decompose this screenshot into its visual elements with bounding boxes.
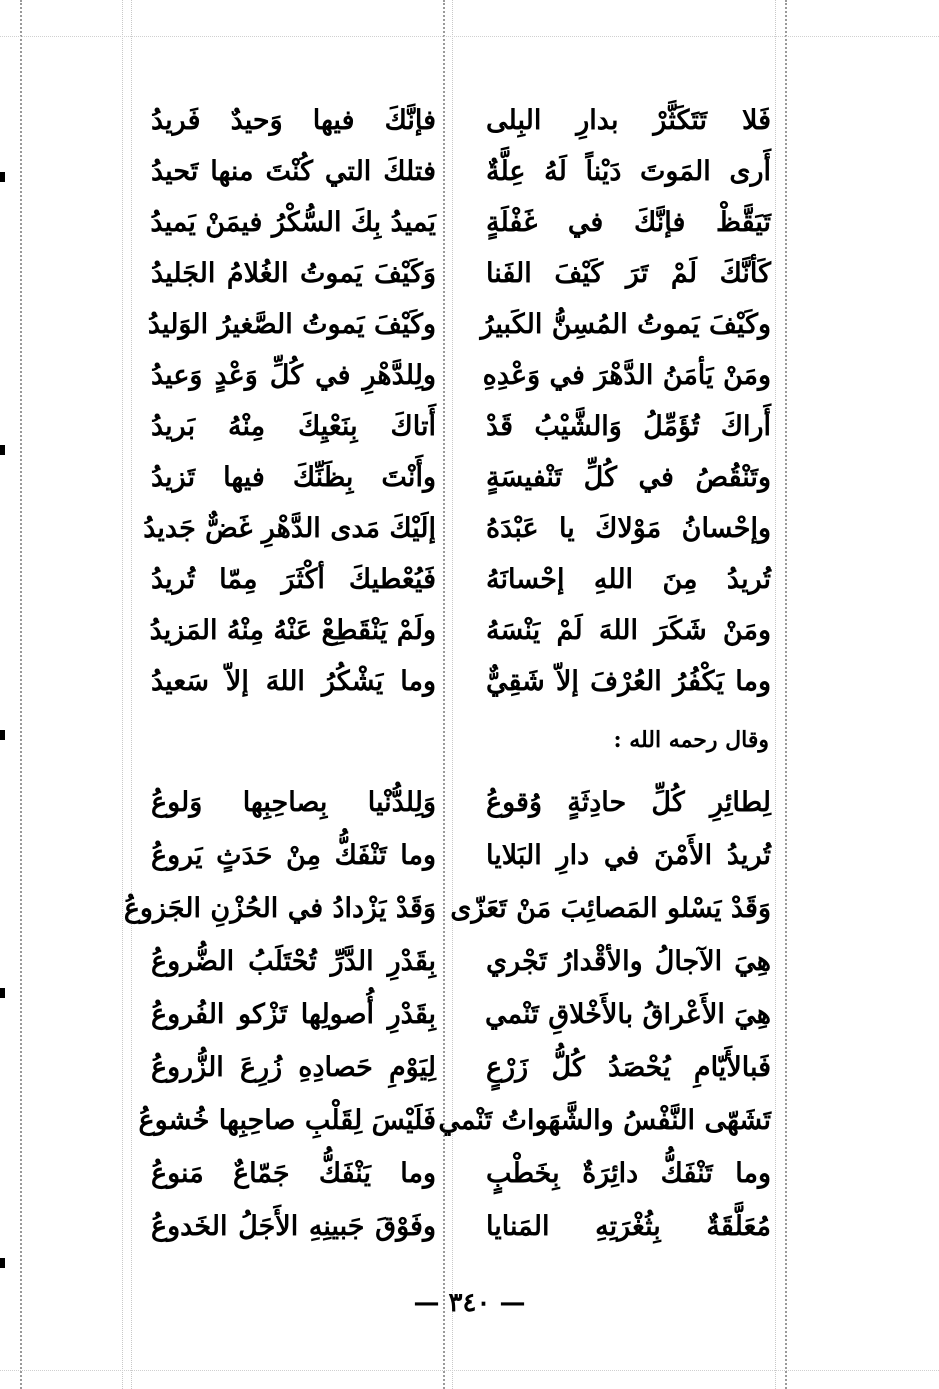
first-hemistich: تُريدُ مِنَ اللهِ إحْسانَهُ <box>486 564 771 595</box>
verse <box>151 937 771 987</box>
second-hemistich: وَلِلدُّنْيا بِصاحِبِها وَلوعُ <box>151 787 436 818</box>
first-hemistich: وإحْسانُ مَوْلاكَ يا عَبْدَهُ <box>486 513 771 544</box>
scan-guide-line <box>785 0 787 1389</box>
second-hemistich: وما يَنْفَكُّ جَمّاعٌ مَنوعُ <box>151 1158 436 1189</box>
edge-mark <box>0 445 5 455</box>
first-hemistich: هِيَ الآجالُ والأقْدارُ تَجْري <box>486 946 771 977</box>
first-hemistich: وما تَنْفَكُّ دائِرَةٌ بِخَطْبٍ <box>486 1158 771 1189</box>
second-hemistich: فَيُعْطيكَ أكْثَرَ مِمّا تُريدُ <box>151 564 436 595</box>
first-hemistich: وما يَكْفُرُ العُرْفَ إلاّ شَقِيٌّ <box>486 666 771 697</box>
second-hemistich: وما يَشْكُرُ اللهَ إلاّ سَعيدُ <box>151 666 436 697</box>
verse <box>151 351 771 401</box>
scan-guide-line <box>131 0 132 1389</box>
first-hemistich: لِطائِرِ كُلِّ حادِثَةٍ وُقوعُ <box>486 787 771 818</box>
first-hemistich: أَراكَ تُؤَمِّلُ وَالشَّيْبُ قَدْ <box>486 411 771 442</box>
second-hemistich: ولِلدَّهْرِ في كُلِّ وَعْدٍ وَعيدُ <box>151 360 436 391</box>
second-hemistich: وأَنْتَ بِظَنِّكَ فيها تَزيدُ <box>151 462 436 493</box>
first-hemistich: تَشَهّى النَّفْسُ والشَّهَواتُ تَنْمي <box>438 1105 771 1136</box>
scan-guide-line <box>775 0 776 1389</box>
verse <box>151 249 771 299</box>
scan-guide-line <box>0 36 939 37</box>
verse <box>151 402 771 452</box>
verse <box>151 453 771 503</box>
second-hemistich: وكَيْفَ يَموتُ الصَّغيرُ الوَليدُ <box>147 309 436 340</box>
verse <box>151 657 771 707</box>
edge-mark <box>0 730 5 740</box>
scan-guide-line <box>122 0 123 1389</box>
first-hemistich: فَلا تَتَكَثَّرْ بدارِ البِلى <box>486 105 771 136</box>
verse <box>151 555 771 605</box>
edge-mark <box>0 988 5 998</box>
second-hemistich: فإنَّكَ فيها وَحيدٌ فَريدُ <box>151 105 436 136</box>
second-hemistich: ولَمْ يَنْقَطِعْ عَنْهُ مِنْهُ المَزيدُ <box>149 615 436 646</box>
first-hemistich: تَيَقَّظْ فإنَّكَ في غَفْلَةٍ <box>486 207 771 238</box>
verse <box>123 884 771 934</box>
first-hemistich: ومَنْ شَكَرَ اللهَ لَمْ يَنْسَهُ <box>486 615 771 646</box>
second-hemistich: وَقَدْ يَزْدادُ في الحُزْنِ الجَزوعُ <box>123 893 436 924</box>
scan-guide-line <box>0 1370 939 1371</box>
edge-mark <box>0 172 5 182</box>
first-hemistich: وكَيْفَ يَموتُ المُسِنُّ الكَبيرُ <box>480 309 771 340</box>
verse <box>151 606 771 656</box>
second-hemistich: فَلَيْسَ لِقَلْبِ صاحِبِها خُشوعُ <box>138 1105 436 1136</box>
verse <box>138 1096 771 1146</box>
second-hemistich: وما تَنْفَكُّ مِنْ حَدَثٍ يَروعُ <box>151 840 436 871</box>
verse <box>151 1043 771 1093</box>
first-hemistich: هِيَ الأَعْراقُ بالأَخْلاقِ تَنْمي <box>485 999 771 1030</box>
first-hemistich: ومَنْ يَأمَنُ الدَّهْرَ في وَعْدِهِ <box>482 360 771 391</box>
first-hemistich: كَأنَّكَ لَمْ تَرَ كَيْفَ الفَنا <box>486 258 771 289</box>
verse <box>143 504 771 554</box>
verse <box>147 300 771 350</box>
poem-intro: وقال رحمه الله : <box>613 727 769 753</box>
edge-mark <box>0 1258 5 1268</box>
second-hemistich: بِقَدْرِ الدَّرِّ تُحْتَلَبُ الضُّروعُ <box>151 946 436 977</box>
second-hemistich: وفَوْقَ جَبينِهِ الأَجَلُ الخَدوعُ <box>151 1211 436 1242</box>
second-hemistich: فتلكَ التي كُنْتَ منها تَحيدُ <box>151 156 436 187</box>
second-hemistich: يَميدُ بِكَ السُّكْرُ فيمَنْ يَميدُ <box>150 207 436 238</box>
page-number: — ٣٤٠ — <box>413 1288 526 1318</box>
first-hemistich: وتَنْقُصُ في كُلِّ تَنْفيسَةٍ <box>486 462 771 493</box>
second-hemistich: لِيَوْمِ حَصادِهِ زُرِعَ الزُّروعُ <box>151 1052 436 1083</box>
first-hemistich: وَقَدْ يَسْلو المَصائِبَ مَنْ تَعَزّى <box>450 893 771 924</box>
second-hemistich: أَتاكَ بِنَعْيِكَ مِنْهُ بَريدُ <box>151 411 436 442</box>
first-hemistich: مُعَلَّقَةٌ بِثُغْرَتِهِ المَنايا <box>486 1211 771 1242</box>
verse <box>151 1149 771 1199</box>
second-hemistich: وَكَيْفَ يَموتُ الغُلامُ الجَليدُ <box>151 258 436 289</box>
verse <box>151 778 771 828</box>
verse <box>151 147 771 197</box>
first-hemistich: تُريدُ الأَمْنَ في دارِ البَلايا <box>486 840 771 871</box>
verse <box>151 96 771 146</box>
verse <box>151 198 771 248</box>
first-hemistich: فَبالأَيّامِ يُحْصَدُ كُلُّ زَرْعٍ <box>486 1052 771 1083</box>
second-hemistich: بِقَدْرِ أُصولِها تَزْكو الفُروعُ <box>151 999 436 1030</box>
scan-guide-line <box>20 0 22 1389</box>
verse <box>151 831 771 881</box>
verse <box>151 990 771 1040</box>
second-hemistich: إلَيْكَ مَدى الدَّهْرِ غَضٌّ جَديدُ <box>143 513 436 544</box>
verse <box>151 1202 771 1252</box>
first-hemistich: أَرى المَوتَ دَيْناً لَهُ عِلَّةٌ <box>486 156 771 187</box>
